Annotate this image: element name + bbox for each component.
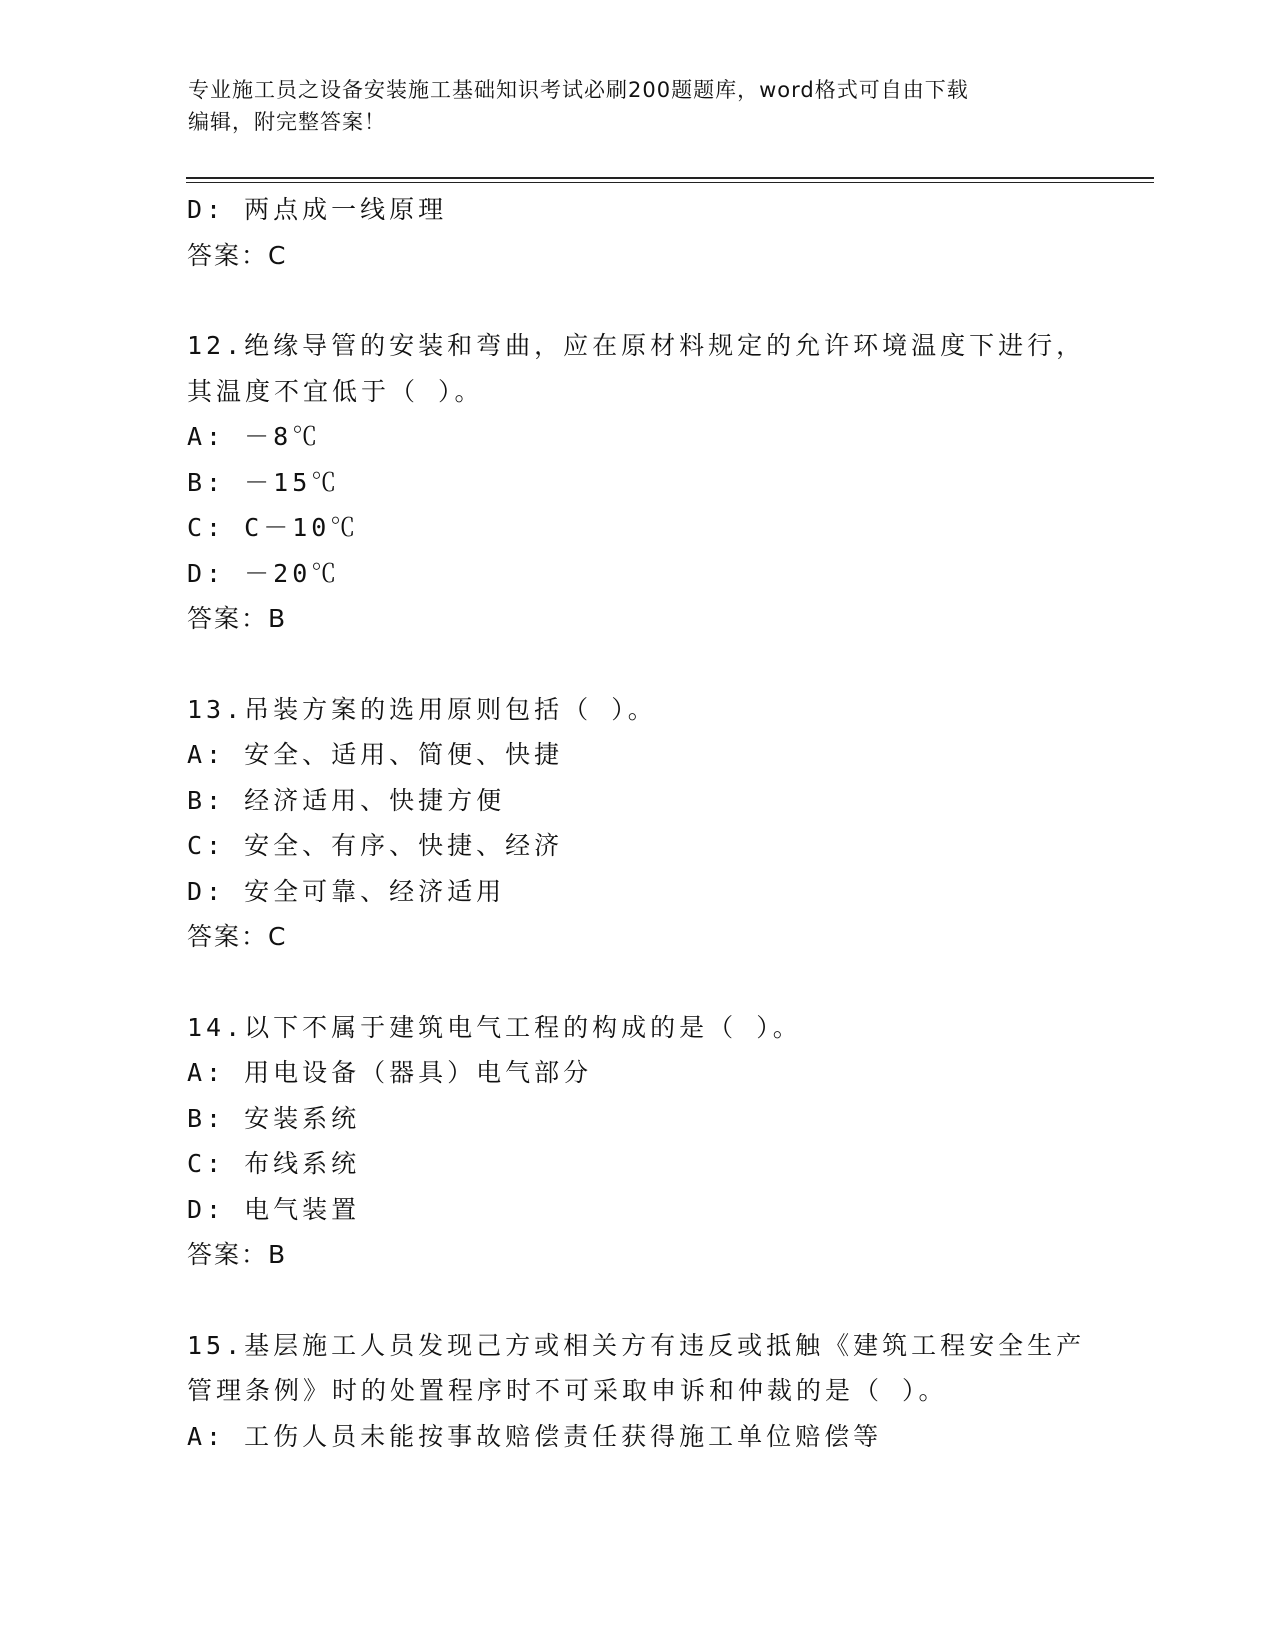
question-text: 15.基层施工人员发现己方或相关方有违反或抵触《建筑工程安全生产 <box>187 1330 1086 1360</box>
option-b: B: 经济适用、快捷方便 <box>187 785 506 815</box>
option-a: A: 用电设备（器具）电气部分 <box>187 1058 593 1087</box>
header-rule-thin <box>186 182 1154 183</box>
document-header <box>188 74 1088 138</box>
answer-label: 答案：B <box>187 1240 288 1269</box>
option-a: A: －8℃ <box>187 422 322 451</box>
option-d: D: 两点成一线原理 <box>187 195 448 224</box>
question-text-cont: 其温度不宜低于（ ）。 <box>187 376 484 406</box>
block-gap <box>187 1278 1147 1323</box>
question-text-cont: 管理条例》时的处置程序时不可采取申诉和仲裁的是（ ）。 <box>187 1376 948 1405</box>
block-gap <box>187 278 1147 323</box>
question-block-14 <box>187 1005 1147 1278</box>
option-b: B: －15℃ <box>187 467 341 497</box>
block-gap <box>187 960 1147 1005</box>
option-c: C: C－10℃ <box>187 513 360 542</box>
question-text: 12.绝缘导管的安装和弯曲，应在原材料规定的允许环境温度下进行， <box>187 331 1086 360</box>
question-block-12 <box>187 323 1147 642</box>
answer-label: 答案：C <box>187 922 288 951</box>
option-d: D: 安全可靠、经济适用 <box>187 876 506 906</box>
header-line-2: 编辑，附完整答案！ <box>188 110 386 134</box>
question-block-11 <box>187 187 1147 278</box>
question-list <box>187 187 1147 1459</box>
question-block-13 <box>187 687 1147 960</box>
option-d: D: －20℃ <box>187 558 341 588</box>
header-rule-thick <box>186 177 1154 179</box>
option-c: C: 安全、有序、快捷、经济 <box>187 831 564 860</box>
header-line-1: 专业施工员之设备安装施工基础知识考试必刷200题题库，word格式可自由下载 <box>188 78 969 102</box>
option-b: B: 安装系统 <box>187 1103 361 1133</box>
option-d: D: 电气装置 <box>187 1194 361 1224</box>
option-a: A: 安全、适用、简便、快捷 <box>187 740 564 769</box>
answer-label: 答案：C <box>187 240 288 270</box>
question-text: 13.吊装方案的选用原则包括（ ）。 <box>187 694 657 724</box>
question-text: 14.以下不属于建筑电气工程的构成的是（ ）。 <box>187 1012 802 1042</box>
answer-label: 答案：B <box>187 604 288 633</box>
block-gap <box>187 642 1147 687</box>
question-block-15 <box>187 1323 1147 1460</box>
option-c: C: 布线系统 <box>187 1149 361 1178</box>
option-a: A: 工伤人员未能按事故赔偿责任获得施工单位赔偿等 <box>187 1421 883 1451</box>
